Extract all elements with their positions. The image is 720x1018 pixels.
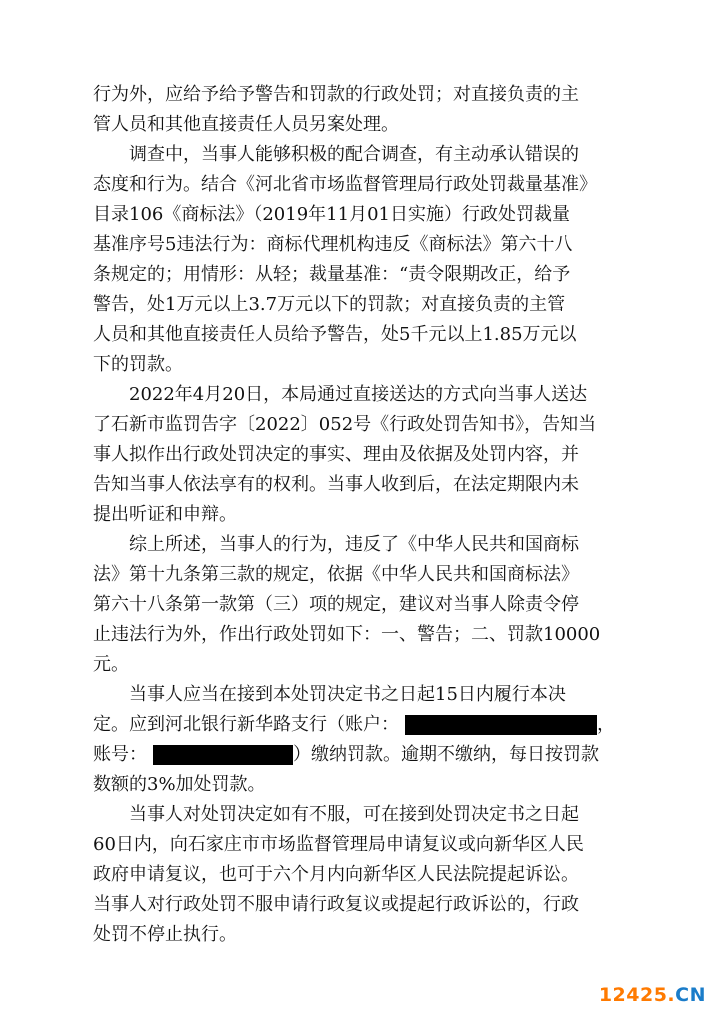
text-line: 告知当事人依法享有的权利。当事人收到后，在法定期限内未: [93, 474, 579, 495]
paragraph-6: [93, 800, 633, 950]
document-body: [93, 80, 633, 950]
text-line: 行为外，应给予给予警告和罚款的行政处罚；对直接负责的主: [93, 84, 579, 105]
site-watermark-logo: 12425.CN: [598, 984, 706, 1006]
text-line: 综上所述，当事人的行为，违反了《中华人民共和国商标: [129, 534, 579, 555]
text-line: 警告，处1万元以上3.7万元以下的罚款；对直接负责的主管: [93, 294, 566, 315]
redacted-account-number: [153, 745, 293, 765]
text-line: 数额的3%加处罚款。: [93, 774, 266, 795]
text-line: 事人拟作出行政处罚决定的事实、理由及依据及处罚内容，并: [93, 444, 579, 465]
paragraph-3: [93, 380, 633, 530]
text-line: 管人员和其他直接责任人员另案处理。: [93, 114, 399, 135]
text-line: 态度和行为。结合《河北省市场监督管理局行政处罚裁量基准》: [93, 174, 597, 195]
text-line: 当事人应当在接到本处罚决定书之日起15日内履行本决: [129, 684, 566, 705]
redacted-account-name: [405, 715, 597, 735]
text-line: 提出听证和申辩。: [93, 504, 237, 525]
text-line: 处罚不停止执行。: [93, 924, 237, 945]
text-line: 止违法行为外，作出行政处罚如下：一、警告；二、罚款10000: [93, 624, 601, 645]
paragraph-2: [93, 140, 633, 380]
text-line: 基准序号5违法行为：商标代理机构违反《商标法》第六十八: [93, 234, 573, 255]
text-line: 第六十八条第一款第（三）项的规定，建议对当事人除责令停: [93, 594, 579, 615]
text-line: 2022年4月20日，本局通过直接送达的方式向当事人送达: [129, 384, 588, 405]
text-line: 账号： ）缴纳罚款。逾期不缴纳，每日按罚款: [93, 744, 599, 765]
text-line: 人员和其他直接责任人员给予警告，处5千元以上1.85万元以: [93, 324, 577, 345]
text-line: 当事人对行政处罚不服申请行政复议或提起行政诉讼的，行政: [93, 894, 579, 915]
text-line: 法》第十九条第三款的规定，依据《中华人民共和国商标法》: [93, 564, 579, 585]
text-line: 定。应到河北银行新华路支行（账户： ，: [93, 714, 615, 735]
text-line: 政府申请复议，也可于六个月内向新华区人民法院提起诉讼。: [93, 864, 579, 885]
text-line: 条规定的；用情形：从轻；裁量基准：“责令限期改正，给予: [93, 264, 571, 285]
text-line: 60日内，向石家庄市市场监督管理局申请复议或向新华区人民: [93, 834, 584, 855]
text-line: 了石新市监罚告字〔2022〕052号《行政处罚告知书》，告知当: [93, 414, 597, 435]
paragraph-1: [93, 80, 633, 140]
text-line: 目录106《商标法》（2019年11月01日实施）行政处罚裁量: [93, 204, 570, 225]
text-line: 当事人对处罚决定如有不服，可在接到处罚决定书之日起: [129, 804, 579, 825]
text-line: 调查中，当事人能够积极的配合调查，有主动承认错误的: [129, 144, 579, 165]
text-line: 元。: [93, 654, 129, 675]
paragraph-5: [93, 680, 633, 800]
paragraph-4: [93, 530, 633, 680]
text-line: 下的罚款。: [93, 354, 183, 375]
